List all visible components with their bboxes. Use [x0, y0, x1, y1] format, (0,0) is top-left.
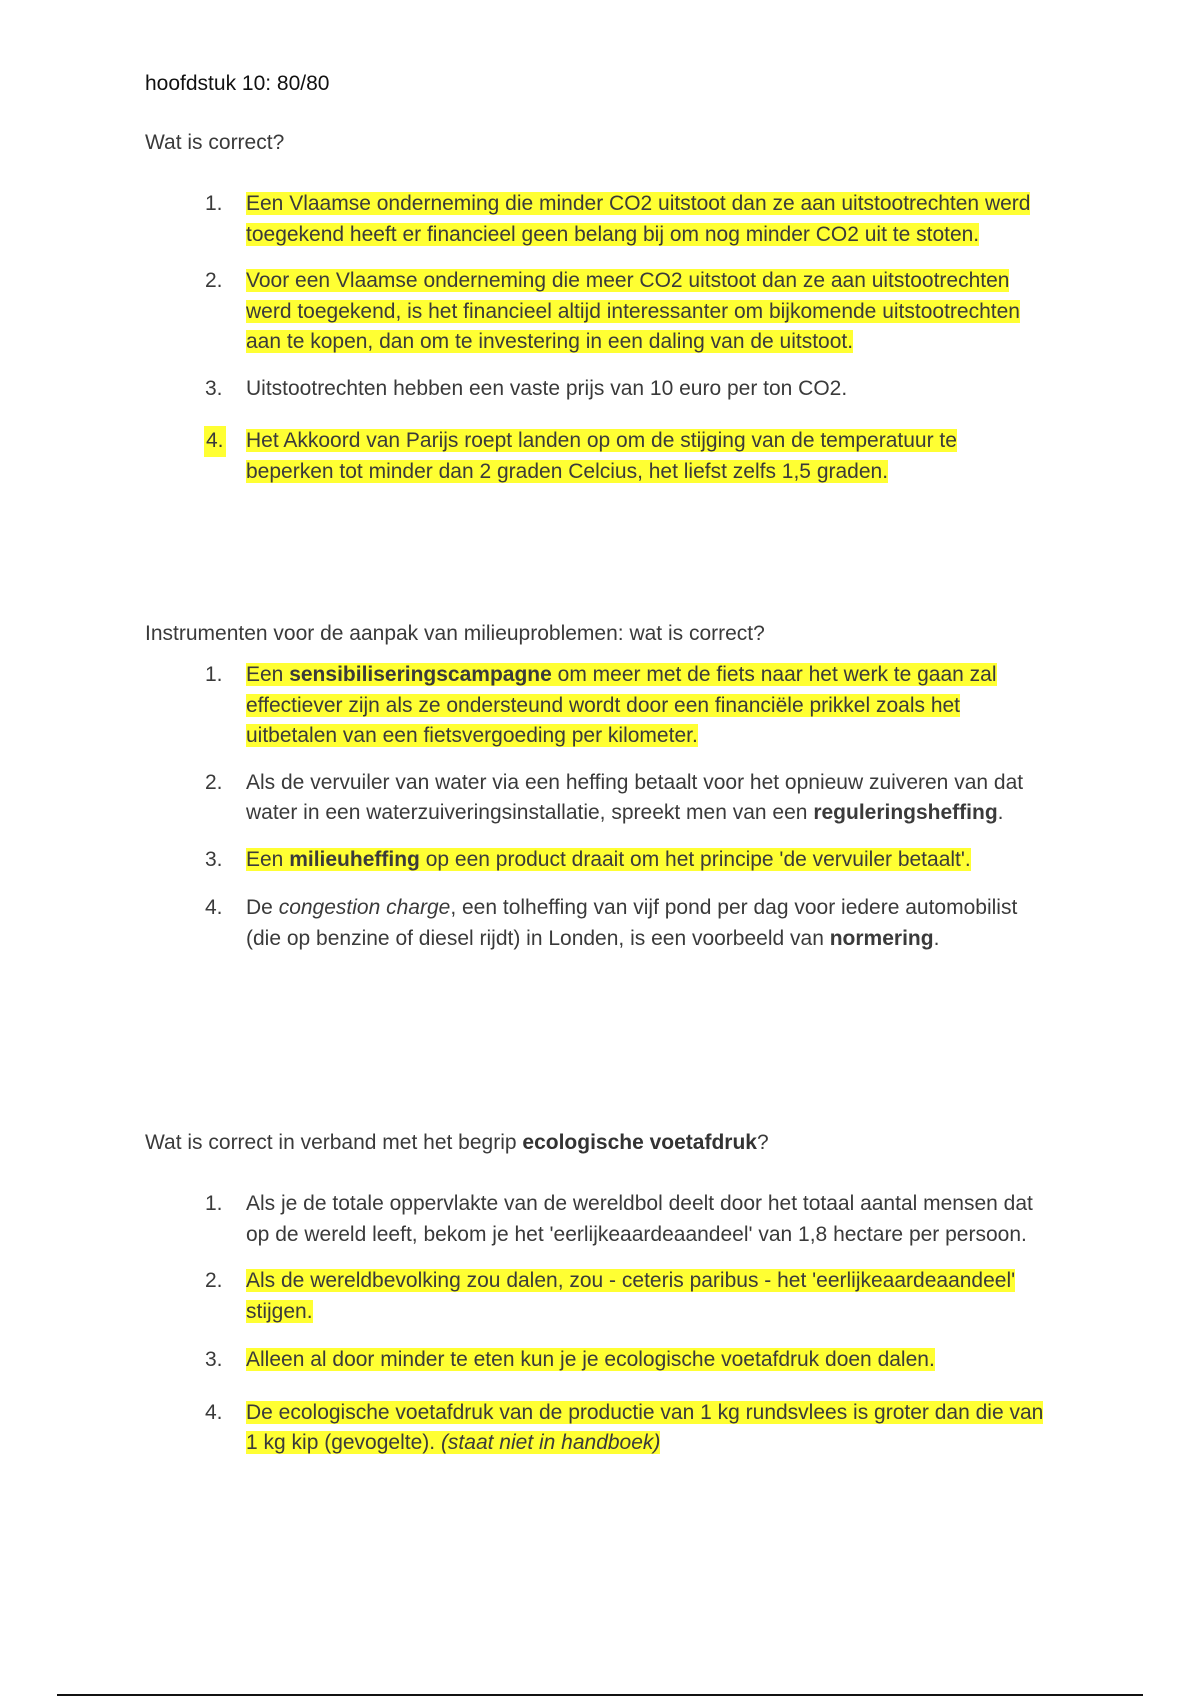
list-item	[145, 189, 1045, 250]
question-1-title: Wat is correct?	[145, 131, 285, 154]
answer-number-highlighted: 4.	[204, 426, 226, 457]
question-1-answers	[145, 189, 1045, 487]
answer-term: reguleringsheffing	[813, 801, 998, 824]
answer-text-highlighted	[246, 1401, 1043, 1455]
answer-text-part: De	[246, 896, 279, 919]
answer-number: 2.	[205, 770, 223, 794]
list-item	[145, 266, 1045, 358]
answer-number: 1.	[205, 1192, 223, 1215]
answer-number: 4.	[205, 1400, 223, 1424]
answer-number: 1.	[205, 192, 223, 215]
answer-number: 2.	[205, 269, 223, 292]
answer-text-part: Als de vervuiler van water via een heffing betaalt voor het opnieuw zuiveren van dat water in een waterzuiveringsinstallatie, spreekt men van een	[246, 770, 1024, 824]
question-3	[145, 1128, 1045, 1459]
answer-number: 4.	[205, 896, 223, 919]
answer-text-highlighted: Alleen al door minder te eten kun je je ecologische voetafdruk doen dalen.	[246, 1348, 935, 1371]
answer-text-part: Een	[246, 847, 290, 871]
list-item	[145, 1398, 1045, 1459]
answer-text: Uitstootrechten hebben een vaste prijs van 10 euro per ton CO2.	[246, 376, 848, 400]
answer-text-part: .	[997, 801, 1004, 824]
list-item	[145, 1266, 1045, 1327]
answer-number: 2.	[205, 1269, 223, 1292]
list-item	[145, 660, 1045, 752]
list-item	[145, 768, 1045, 829]
answer-number: 1.	[205, 663, 223, 686]
answer-text-part: .	[933, 926, 940, 950]
page-bottom-rule	[57, 1694, 1143, 1696]
answer-term: sensibiliseringscampagne	[289, 663, 552, 686]
question-3-title-term: ecologische voetafdruk	[522, 1131, 757, 1154]
answer-text	[246, 896, 1017, 950]
answer-text-highlighted: Als de wereldbevolking zou dalen, zou - ceteris paribus - het 'eerlijkeaardeaandeel' stijgen.	[246, 1269, 1016, 1323]
answer-text	[246, 771, 1023, 825]
question-2-answers	[145, 660, 1045, 954]
answer-text-part: om meer met de fiets naar het werk te gaan zal effectiever zijn als ze ondersteund wordt door een financiële prikkel zoals het uitbetalen van een fietsvergoeding per kilometer.	[246, 663, 997, 747]
question-1	[145, 128, 1045, 487]
list-item	[145, 374, 1045, 405]
answer-number: 3.	[205, 376, 223, 400]
answer-text: Als je de totale oppervlakte van de wereldbol deelt door het totaal aantal mensen dat op de wereld leeft, bekom je het 'eerlijkeaardeaandeel' van 1,8 hectare per persoon.	[246, 1192, 1033, 1246]
answer-text-highlighted	[246, 663, 997, 747]
question-3-answers	[145, 1189, 1045, 1459]
answer-term: normering	[829, 926, 934, 950]
answer-text-part: op een product draait om het principe 'de vervuiler betaalt'.	[419, 847, 971, 871]
answer-text-highlighted: Een Vlaamse onderneming die minder CO2 uitstoot dan ze aan uitstootrechten werd toegekend heeft er financieel geen belang bij om nog minder CO2 uit te stoten.	[246, 192, 1031, 246]
question-3-title-part: Wat is correct in verband met het begrip	[145, 1131, 523, 1154]
list-item	[145, 893, 1045, 954]
page-header: hoofdstuk 10: 80/80	[145, 72, 330, 95]
question-2-title: Instrumenten voor de aanpak van milieuproblemen: wat is correct?	[145, 622, 765, 645]
list-item	[145, 845, 1045, 876]
list-item	[145, 1189, 1045, 1250]
answer-text-highlighted: Voor een Vlaamse onderneming die meer CO2 uitstoot dan ze aan uitstootrechten werd toegekend, is het financieel altijd interessanter om bijkomende uitstootrechten aan te kopen, dan om te investering in een daling van de uitstoot.	[246, 269, 1020, 353]
answer-text-highlighted	[246, 848, 971, 871]
answer-number: 3.	[205, 1348, 223, 1371]
answer-note-italic: (staat niet in handboek)	[440, 1431, 661, 1454]
answer-term-italic: congestion charge	[278, 896, 451, 919]
answer-text-part: De ecologische voetafdruk van de productie van 1 kg rundsvlees is groter dan die van 1 kg kip (gevogelte).	[246, 1400, 1044, 1454]
answer-term: milieuheffing	[289, 847, 420, 871]
list-item	[145, 426, 1045, 487]
answer-text-part: , een tolheffing van vijf pond per dag voor iedere automobilist (die op benzine of diesel rijdt) in Londen, is een voorbeeld van	[246, 896, 1018, 950]
answer-number: 3.	[205, 847, 223, 871]
question-3-title	[145, 1128, 1045, 1158]
answer-text-highlighted: Het Akkoord van Parijs roept landen op om de stijging van de temperatuur te beperken tot minder dan 2 graden Celcius, het liefst zelfs 1,5 graden.	[246, 429, 957, 483]
answer-text-part: Een	[246, 663, 290, 686]
question-3-title-part: ?	[756, 1131, 769, 1154]
question-2	[145, 619, 1045, 954]
list-item	[145, 1345, 1045, 1376]
